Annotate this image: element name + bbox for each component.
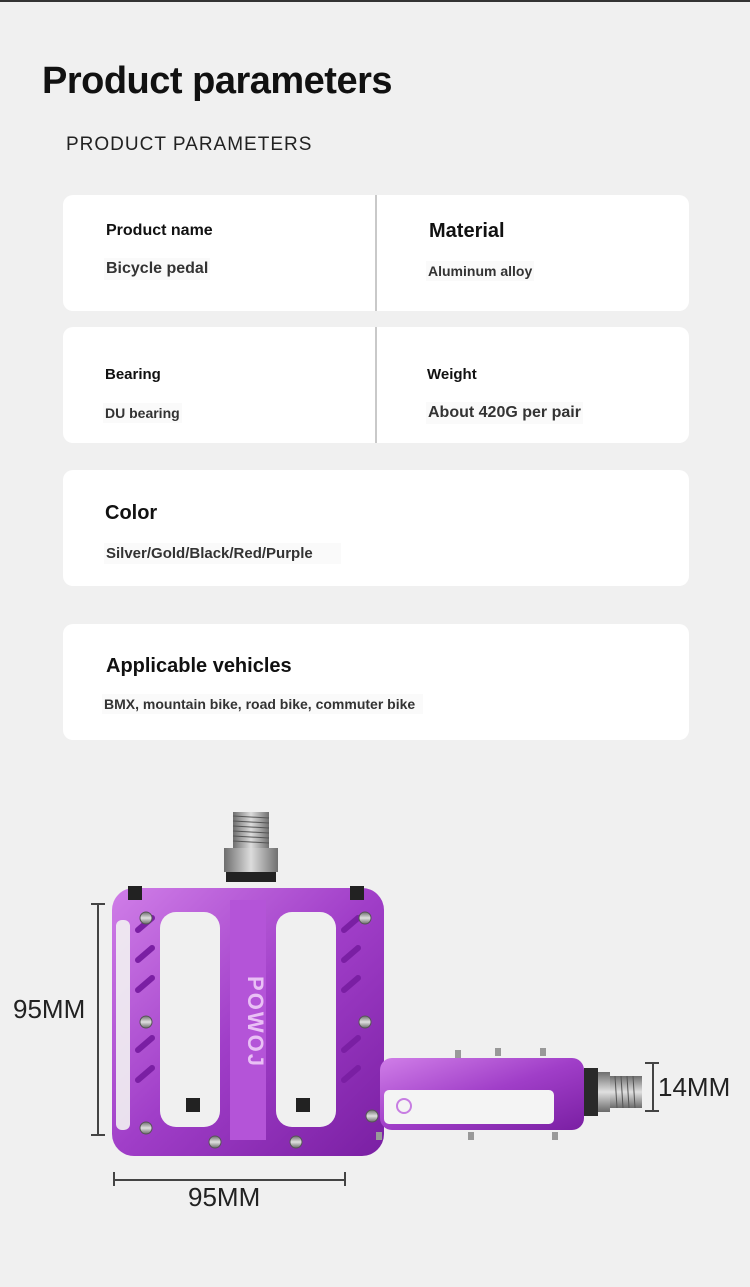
pedal-side-view [376, 1048, 642, 1140]
dimension-tick [91, 903, 105, 905]
weight-label: Weight [427, 366, 477, 383]
material-value: Aluminum alloy [428, 263, 533, 279]
thickness-dimension-label: 14MM [658, 1072, 731, 1102]
param-card-color [63, 470, 689, 586]
height-dimension-line [97, 903, 99, 1136]
thickness-dimension-line [652, 1062, 654, 1112]
param-card-bearing-weight [63, 327, 689, 443]
card-divider [375, 327, 377, 443]
param-card-vehicles [63, 624, 689, 740]
dimension-tick [645, 1110, 659, 1112]
page-subtitle: PRODUCT PARAMETERS [66, 134, 313, 155]
dimension-tick [645, 1062, 659, 1064]
bearing-label: Bearing [105, 366, 161, 383]
vehicles-label: Applicable vehicles [106, 655, 292, 677]
material-label: Material [429, 220, 505, 242]
bearing-value: DU bearing [105, 405, 180, 421]
width-dimension-label: 95MM [188, 1182, 261, 1212]
color-label: Color [105, 502, 158, 524]
color-value: Silver/Gold/Black/Red/Purple [104, 543, 341, 564]
axle [224, 812, 278, 882]
pedal-product-image [0, 800, 750, 1220]
product-name-label: Product name [106, 222, 213, 239]
pedal-front-view [112, 886, 384, 1156]
weight-value: About 420G per pair [426, 402, 583, 424]
width-dimension-line [113, 1179, 346, 1181]
vehicles-value: BMX, mountain bike, road bike, commuter bike [102, 694, 423, 714]
dimension-tick [113, 1172, 115, 1186]
card-divider [375, 195, 377, 311]
height-dimension-label: 95MM [13, 994, 86, 1024]
top-border-line [0, 0, 750, 2]
brand-logo: POWOJ [243, 976, 268, 1068]
param-card-name-material [63, 195, 689, 311]
product-name-value: Bicycle pedal [104, 258, 210, 280]
dimension-tick [91, 1134, 105, 1136]
page-title: Product parameters [42, 60, 393, 102]
dimension-tick [344, 1172, 346, 1186]
